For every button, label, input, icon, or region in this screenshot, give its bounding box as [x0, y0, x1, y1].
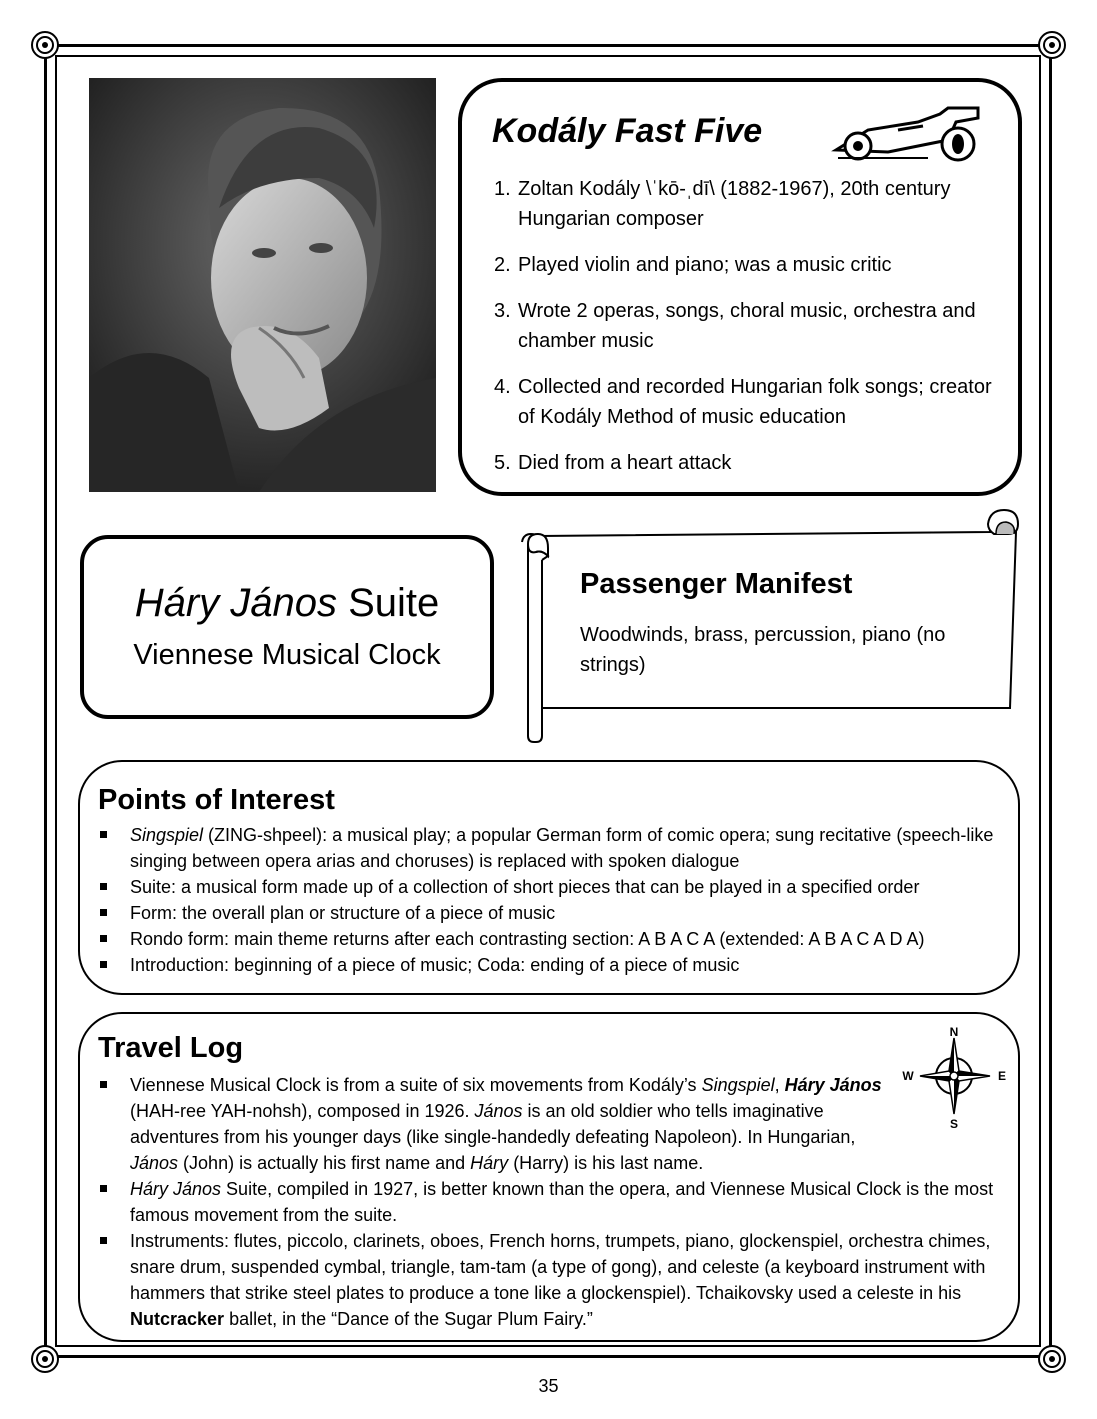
points-of-interest-list	[100, 822, 1010, 978]
manifest-text: Woodwinds, brass, percussion, piano (no strings)	[580, 624, 946, 676]
fast-five-box	[458, 78, 1022, 496]
list-item: 5. Died from a heart attack	[494, 452, 732, 474]
list-item: 4. Collected and recorded Hungarian folk songs; creator of Kodály Method of music education	[494, 376, 992, 428]
travel-log-title: Travel Log	[98, 1032, 244, 1064]
list-item: Háry János Suite, compiled in 1927, is better known than the opera, and Viennese Musical Clock is the most famous movement from the suite.	[100, 1176, 1010, 1228]
compass-south-label: S	[949, 1117, 959, 1130]
points-of-interest-box	[78, 760, 1020, 995]
suite-subtitle: Viennese Musical Clock	[133, 639, 441, 671]
list-item: Form: the overall plan or structure of a piece of music	[100, 900, 1010, 926]
list-item: 2. Played violin and piano; was a music critic	[494, 254, 892, 276]
race-car-icon	[828, 100, 988, 166]
compass-west-label: W	[902, 1069, 914, 1083]
manifest-title: Passenger Manifest	[580, 568, 853, 600]
corner-ornament-icon	[30, 30, 60, 60]
corner-ornament-icon	[1037, 1344, 1067, 1374]
fast-five-title: Kodály Fast Five	[492, 112, 763, 150]
corner-ornament-icon	[1037, 30, 1067, 60]
compass-east-label: E	[997, 1069, 1007, 1083]
compass-north-label: N	[949, 1026, 959, 1039]
list-item: Suite: a musical form made up of a collection of short pieces that can be played in a specified order	[100, 874, 1010, 900]
points-of-interest-title: Points of Interest	[98, 784, 335, 816]
corner-ornament-icon	[30, 1344, 60, 1374]
travel-log-box	[78, 1012, 1020, 1342]
composer-portrait-photo	[89, 78, 436, 492]
list-item: Instruments: flutes, piccolo, clarinets, oboes, French horns, trumpets, piano, glockenspiel, orchestra chimes, snare drum, suspended cymbal, triangle, tam-tam (a type of gong), and celeste (a keyboard instrument with hammers that strike steel plates to produce a tone like a glockenspiel). Tchaikovsky used a celeste in his Nutcracker ballet, in the “Dance of the Sugar Plum Fairy.”	[100, 1228, 1010, 1332]
list-item: Rondo form: main theme returns after each contrasting section: A B A C A (extended: A B A C A D A)	[100, 926, 1010, 952]
travel-log-list	[100, 1072, 1010, 1332]
list-item: 3. Wrote 2 operas, songs, choral music, orchestra and chamber music	[494, 300, 976, 352]
compass-rose-icon	[898, 1026, 1010, 1130]
list-item: Viennese Musical Clock is from a suite of six movements from Kodály’s Singspiel, Háry János (HAH-ree YAH-nohsh), composed in 1926. János is an old soldier who tells imaginative adventures from his younger days (like single-handedly defeating Napoleon). In Hungarian, János (John) is actually his first name and Háry (Harry) is his last name.	[100, 1072, 1010, 1176]
page-number: 35	[538, 1376, 559, 1396]
list-item: Singspiel (ZING-shpeel): a musical play; a popular German form of comic opera; sung recitative (speech-like singing between opera arias and choruses) is replaced with spoken dialogue	[100, 822, 1010, 874]
list-item: 1. Zoltan Kodály \ˈkō-ˌdī\ (1882-1967), 20th century Hungarian composer	[494, 178, 951, 230]
suite-title: Háry János Suite	[134, 581, 440, 625]
suite-title-box	[80, 535, 494, 719]
fast-five-list	[494, 174, 1004, 494]
list-item: Introduction: beginning of a piece of music; Coda: ending of a piece of music	[100, 952, 1010, 978]
